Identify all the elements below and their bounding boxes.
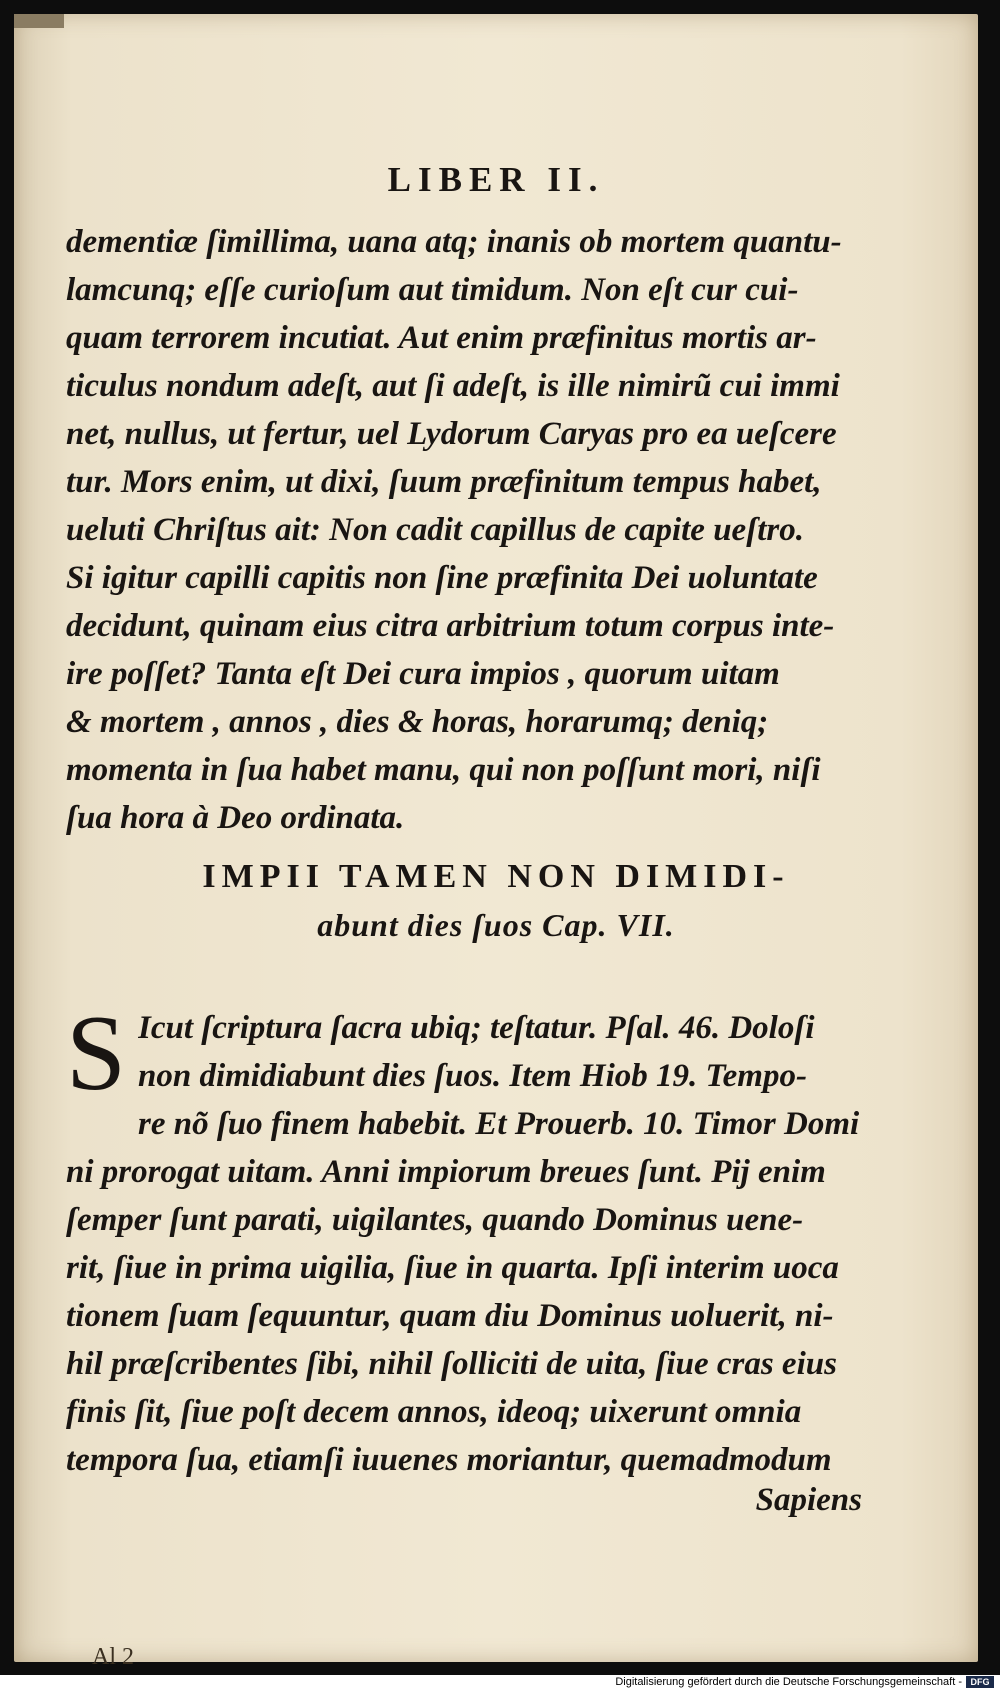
text-line: dementiæ ſimillima, uana atq; inanis ob mortem quantu-: [66, 224, 842, 260]
chapter-text-indented: [138, 1004, 872, 1148]
chapter-heading-line-2: abunt dies ſuos Cap. VII.: [317, 907, 675, 943]
text-line: rit, ſiue in prima uigilia, ſiue in quarta. Ipſi interim uoca: [66, 1250, 839, 1286]
text-line: Si igitur capilli capitis non ſine præfinita Dei uoluntate: [66, 560, 818, 596]
signature-mark: Al 2: [92, 1644, 134, 1670]
text-line: finis ſit, ſiue poſt decem annos, ideoq; uixerunt omnia: [66, 1394, 802, 1430]
dfg-logo: DFG: [966, 1676, 994, 1688]
text-line: net, nullus, ut fertur, uel Lydorum Caryas pro ea ueſcere: [66, 416, 837, 452]
text-line: Icut ſcriptura ſacra ubiq; teſtatur. Pſal. 46. Doloſi: [138, 1010, 815, 1046]
text-line: tur. Mors enim, ut dixi, ſuum præfinitum tempus habet,: [66, 464, 822, 500]
text-line: quam terrorem incutiat. Aut enim præfinitus mortis ar-: [66, 320, 817, 356]
text-line: tempora ſua, etiamſi iuuenes moriantur, quemadmodum: [66, 1442, 832, 1478]
catchword: Sapiens: [755, 1482, 862, 1518]
chapter-heading-line-1: IMPII TAMEN NON DIMIDI-: [202, 858, 790, 895]
book-page: [14, 14, 978, 1670]
text-line: ſua hora à Deo ordinata.: [66, 800, 405, 836]
digitization-footer: [0, 1675, 1000, 1690]
text-line: ticulus nondum adeſt, aut ſi adeſt, is ille nimirũ cui immi: [66, 368, 840, 404]
text-line: ueluti Chriſtus ait: Non cadit capillus de capite ueſtro.: [66, 512, 804, 548]
drop-cap: S: [66, 994, 127, 1113]
text-line: lamcunq; eſſe curioſum aut timidum. Non eſt cur cui-: [66, 272, 799, 308]
text-line: non dimidiabunt dies ſuos. Item Hiob 19. Tempo-: [138, 1058, 807, 1094]
text-line: tionem ſuam ſequuntur, quam diu Dominus uoluerit, ni-: [66, 1298, 834, 1334]
running-head: LIBER II.: [387, 160, 605, 199]
text-line: ni prorogat uitam. Anni impiorum breues ſunt. Pij enim: [66, 1154, 826, 1190]
binding-edge: [14, 14, 64, 28]
text-line: momenta in ſua habet manu, qui non poſſunt mori, niſi: [66, 752, 821, 788]
text-line: re nõ ſuo finem habebit. Et Prouerb. 10. Timor Domi: [138, 1106, 860, 1142]
text-line: ire poſſet? Tanta eſt Dei cura impios , quorum uitam: [66, 656, 780, 692]
text-line: ſemper ſunt parati, uigilantes, quando Dominus uene-: [66, 1202, 804, 1238]
text-line: & mortem , annos , dies & horas, horarumq; deniq;: [66, 704, 769, 740]
chapter-text: [66, 1148, 872, 1484]
text-line: hil præſcribentes ſibi, nihil ſolliciti de uita, ſiue cras eius: [66, 1346, 837, 1382]
text-line: decidunt, quinam eius citra arbitrium totum corpus inte-: [66, 608, 835, 644]
funding-credit: Digitalisierung gefördert durch die Deutsche Forschungsgemeinschaft -: [615, 1676, 962, 1688]
body-text-upper: [66, 218, 872, 842]
